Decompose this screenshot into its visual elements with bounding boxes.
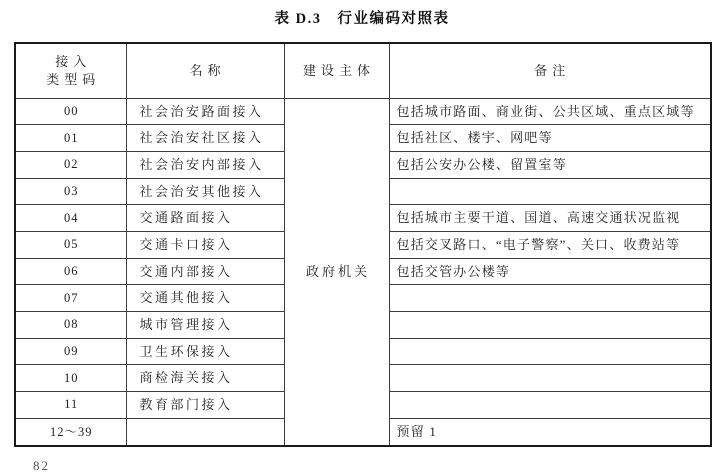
code-cell: 10 xyxy=(15,365,126,392)
code-cell: 04 xyxy=(15,205,126,232)
name-cell: 社会治安社区接入 xyxy=(126,125,284,152)
name-cell: 交通其他接入 xyxy=(126,285,284,312)
header-access-type-code-line2: 类型码 xyxy=(46,71,101,87)
code-cell: 01 xyxy=(15,125,126,152)
code-cell: 05 xyxy=(15,231,126,258)
page-number: 82 xyxy=(33,458,50,473)
name-cell: 交通内部接入 xyxy=(126,258,284,285)
code-cell: 09 xyxy=(15,338,126,365)
remark-cell: 包括社区、楼宇、网吧等 xyxy=(389,125,711,152)
header-access-type-code-line1: 接入 xyxy=(55,54,92,70)
name-cell: 教育部门接入 xyxy=(126,392,284,419)
code-cell: 07 xyxy=(15,285,126,312)
remark-cell: 预留 1 xyxy=(389,418,711,446)
remark-cell: 包括交叉路口、“电子警察”、关口、收费站等 xyxy=(389,231,711,258)
remark-cell xyxy=(389,392,711,419)
header-name: 名称 xyxy=(126,43,284,98)
name-cell: 交通路面接入 xyxy=(126,205,284,232)
builder-cell: 政府机关 xyxy=(284,98,389,446)
code-cell: 08 xyxy=(15,312,126,339)
name-cell: 卫生环保接入 xyxy=(126,338,284,365)
header-remark: 备注 xyxy=(389,43,711,98)
code-cell: 03 xyxy=(15,178,126,205)
code-cell: 02 xyxy=(15,151,126,178)
name-cell: 社会治安内部接入 xyxy=(126,151,284,178)
remark-cell: 包括公安办公楼、留置室等 xyxy=(389,151,711,178)
remark-cell: 包括城市主要干道、国道、高速交通状况监视 xyxy=(389,205,711,232)
name-cell: 社会治安其他接入 xyxy=(126,178,284,205)
header-access-type-code xyxy=(15,43,126,98)
code-cell: 00 xyxy=(15,98,126,125)
remark-cell xyxy=(389,365,711,392)
table-row xyxy=(15,98,711,125)
name-cell: 城市管理接入 xyxy=(126,312,284,339)
remark-cell xyxy=(389,178,711,205)
name-cell xyxy=(126,418,284,446)
name-cell: 社会治安路面接入 xyxy=(126,98,284,125)
table-title: 表 D.3 行业编码对照表 xyxy=(274,11,450,27)
remark-cell xyxy=(389,338,711,365)
name-cell: 商检海关接入 xyxy=(126,365,284,392)
table-header-row xyxy=(15,43,711,98)
code-cell: 11 xyxy=(15,392,126,419)
remark-cell: 包括交管办公楼等 xyxy=(389,258,711,285)
remark-cell xyxy=(389,285,711,312)
code-cell: 12～39 xyxy=(15,418,126,446)
remark-cell xyxy=(389,312,711,339)
header-builder: 建设主体 xyxy=(284,43,389,98)
industry-code-table xyxy=(14,42,712,447)
name-cell: 交通卡口接入 xyxy=(126,231,284,258)
remark-cell: 包括城市路面、商业街、公共区域、重点区域等 xyxy=(389,98,711,125)
code-cell: 06 xyxy=(15,258,126,285)
